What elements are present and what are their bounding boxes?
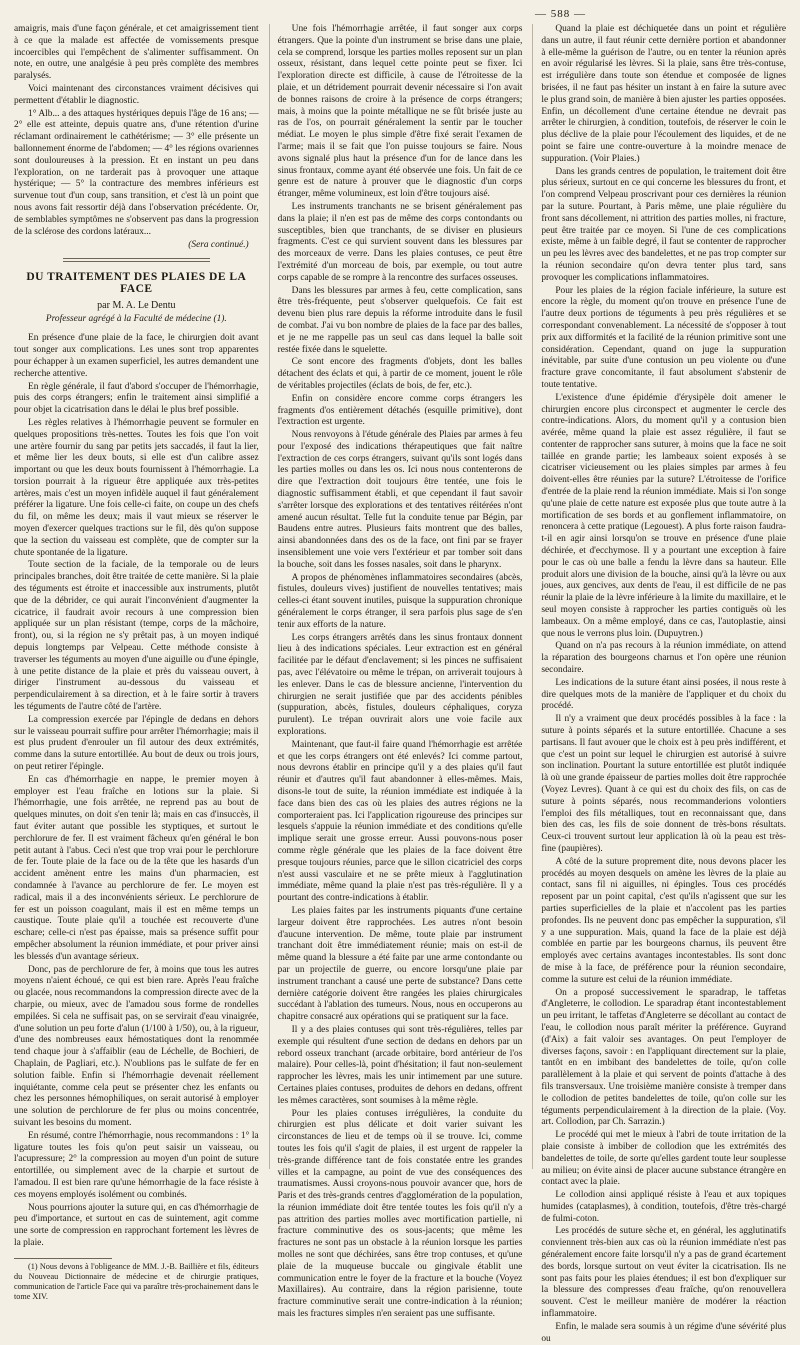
page-number: — 588 —: [535, 8, 586, 20]
footnote-divider: [14, 1258, 112, 1259]
paragraph: L'existence d'une épidémie d'érysipèle doit amener le chirurgien encore plus circonspect et augmenter le cercle des contre-indications. Alors, du moment qu'il y a contusion bien avérée, même quand la plaie est assez régulière, il faut se contenter de rapprocher sans suturer, à moins que la face ne soit taillée en grande partie; les lambeaux soient exposés à se cicatriser vicieusement ou les plaies simples par armes à feu doivent-elles être réunies par la suture? L'étroitesse de l'orifice d'entrée de la plaie rend la réunion immédiate. Mais si l'on songe qu'une plaie de cette nature est exposée plus que toute autre à la mortification de ses bords et au gonflement inflammatoire, on renoncera à cette pratique (Legouest). A plus forte raison faudra-t-il en agir ainsi lorsqu'on se trouve en présence d'une plaie déchirée, et d'ecchymose. Il y a pourtant une exception à faire pour le cas où une balle a fendu la lèvre dans sa hauteur. Elle produit alors une division de la bouche, ainsi qu'à la lèvre ou aux joues, aux gencives, aux dents de l'eau, il est difficile de ne pas réunir la plaie de la lèvre inférieure à la limite du maxillaire, et le seul moyen consiste à rapprocher les parties contiguës où les lambeaux. On a même employé, dans ce cas, l'autoplastie, ainsi que nous le verrons plus loin. (Dupuytren.): [541, 392, 787, 639]
paragraph: Dans les blessures par armes à feu, cette complication, sans être très-fréquente, peut s'observer quelquefois. Ce fait est devenu bien plus rare depuis la réforme introduite dans le fusil de combat. J'ai vu bon nombre de plaies de la face par des balles, et je ne me rappelle pas un seul cas dans lequel la balle soit restée fixée dans le squelette.: [277, 285, 523, 355]
columns: [14, 24, 787, 1344]
paragraph: Voici maintenant des circonstances vraiment décisives qui permettent d'établir le diagnostic.: [14, 83, 259, 106]
paragraph: Le procédé qui met le mieux à l'abri de toute irritation de la plaie consiste à imbiber de collodion que les extrémités des bandelettes de toile, de sorte qu'elles gardent toute leur souplesse au milieu; on évite ainsi de placer aucune substance étrangère en contact avec la plaie.: [541, 1130, 787, 1188]
paragraph: La compression exercée par l'épingle de dedans en dehors sur le vaisseau pourrait suffire pour arrêter l'hémorrhagie; mais il est plus prudent d'enrouler un fil autour des deux extrémités, comme dans la suture entortillée. Au bout de deux ou trois jours, on peut retirer l'épingle.: [14, 714, 259, 773]
paragraph: Les procédés de suture sèche et, en général, les agglutinatifs conviennent très-bien aux cas où la réunion immédiate n'est pas généralement encore faite lorsqu'il n'y a pas de grand écartement des bords, lorsque surtout on veut éviter la cicatrisation. Ils ne sont pas faits pour les plaies étendues; il est bon d'expliquer sur la blessure des compresses d'eau fraîche, qu'on renouvellera souvent. C'est le meilleur manière de modérer la réaction inflammatoire.: [541, 1226, 787, 1320]
paragraph: Maintenant, que faut-il faire quand l'hémorrhagie est arrêtée et que les corps étrangers ont été enlevés? Ici comme partout, nous devrons établir en principe qu'il y a des plaies qu'il faut réunir et d'autres qu'il faut abandonner à elles-mêmes. Mais, disons-le tout de suite, la réunion immédiate est indiquée à la face dans bien des cas où les plaies des autres régions ne la comporteraient pas. Ici l'application rigoureuse des principes sur lesquels s'appuie la réunion immédiate et des conditions qu'elle implique serait une grosse erreur. Aussi pouvons-nous poser comme règle générale que les plaies de la face doivent être presque toujours réunies, parce que le sillon cicatriciel des corps n'est aussi vasculaire et ne se prête mieux à l'agglutination immédiate, même quand la plaie n'est pas très-régulière. Il y a pourtant des contre-indications à établir.: [277, 739, 523, 904]
page-header: [14, 6, 786, 24]
paragraph: Quand on n'a pas recours à la réunion immédiate, on attend la réparation des bourgeons charnus et l'on opère une réunion secondaire.: [541, 641, 787, 676]
paragraph: 1° Alb... a des attaques hystériques depuis l'âge de 16 ans; — 2° elle est atteinte, depuis quatre ans, d'une rétention d'urine réclamant ordinairement le cathétérisme; — 3° elle présente un ballonnement énorme de l'abdomen; — 4° les régions ovariennes sont douloureuses à la pression. Et en instant un peu dans l'exploration, on ne tarderait pas à provoquer une attaque hystérique; — 5° la contracture des membres inférieurs est survenue tout d'un coup, sans transition, et c'est là un point que nous avons fait ressortir déjà dans l'observation précédente. Or, de semblables symptômes ne s'observent pas dans la progression de la sclérose des cordons latéraux...: [14, 108, 259, 237]
paragraph: Enfin, le malade sera soumis à un régime d'une sévérité plus ou: [541, 1321, 787, 1344]
section-divider: [63, 258, 210, 262]
column-2: [269, 24, 523, 1320]
paragraph: Quand la plaie est déchiquetée dans un point et régulière dans un autre, il faut réunir cette dernière portion et abandonner à elle-même la guérison de l'autre, ou en tenter la réunion après en avoir régularisé les lèvres. Si la plaie, sans être très-contuse, est irrégulière dans toute son étendue et composée de lignes brisées, il ne faut pas hésiter un instant à en faire la suture avec le plus grand soin, de manière à bien ajuster les parties opposées. Enfin, un décollement d'une certaine étendue ne devrait pas arrêter le chirurgien, à condition, toutefois, de réserver le coin le plus déclive de la plaie pour l'écoulement des liquides, et de ne point se faire une contre-ouverture à la moindre menace de suppuration. (Voir Plaies.): [541, 24, 787, 164]
paragraph: A propos de phénomènes inflammatoires secondaires (abcès, fistules, douleurs vives) justifient de nouvelles tentatives; mais celles-ci étant souvent inutiles, puisque la suppuration chronique généralement le corps étranger, il sera parfois plus sage de s'en tenir aux efforts de la nature.: [277, 572, 523, 630]
paragraph: Il n'y a vraiment que deux procédés possibles à la face : la suture à points séparés et la suture entortillée. Chacune a ses partisans. Il faut avouer que le choix est à peu près indifférent, et que c'est un point sur lequel le chirurgien est autorisé à suivre son inclination. Pourtant la suture entortillée est plutôt indiquée là où une grande épaisseur de parties molles doit être rapprochée (Voyez Levres). Quant à ce qui est du choix des fils, on cas de suture à points séparés, nous recommanderions volontiers l'emploi des fils métalliques, tout en reconnaissant que, dans bien des cas, les fils de soie donnent de très-bons résultats. Ceux-ci trouvent surtout leur application là où la peau est très-fine (paupières).: [541, 714, 787, 854]
article-affiliation: Professeur agrégé à la Faculté de médecine (1).: [45, 313, 227, 324]
column-1: [14, 24, 259, 1301]
paragraph: Toute section de la faciale, de la temporale ou de leurs principales branches, doit être traitée de cette manière. Si la plaie des téguments est étroite et inaccessible aux instruments, plutôt que de la débrider, ce qui aurait l'inconvénient d'augmenter la cicatrice, il faudrait avoir recours à une compression bien appliquée sur un plan résistant (tempe, corps de la mâchoire, front), ou, si la région ne s'y prêtait pas, à un moyen indiqué depuis longtemps par Velpeau. Cette méthode consiste à traverser les téguments au moyen d'une aiguille ou d'une épingle, à une petite distance de la plaie et près du vaisseau ouvert, à diriger l'instrument au-dessous du vaisseau et perpendiculairement à sa direction, et à le faire sortir à travers les téguments de l'autre côté de l'artère.: [14, 560, 259, 713]
to-be-continued: (Sera continué.): [188, 240, 249, 251]
paragraph: Nous renvoyons à l'étude générale des Plaies par armes à feu pour l'exposé des indications thérapeutiques que fait naître l'extraction de ces corps étrangers, suivant qu'ils sont logés dans les parties molles ou dans les os. Ici nous nous contenterons de dire que l'extraction doit toujours être tentée, une fois le diagnostic suffisamment établi, et que cependant il faut savoir s'arrêter lorsque des explorations et des tentatives réitérées n'ont amené aucun résultat. Telle fut la conduite tenue par Bégin, par Baudens entre autres. Plusieurs faits montrent que des balles, ainsi abandonnées dans des os de la face, ont fini par se frayer insensiblement une voie vers l'extérieur et par tomber soit dans la bouche, soit dans les fosses nasales, soit dans le pharynx.: [277, 430, 523, 570]
paragraph: Pour les plaies de la région faciale inférieure, la suture est encore la règle, du moment qu'on trouve en présence l'une de l'autre deux portions de téguments à peu près régulières et se correspondant convenablement. La nécessité de s'opposer à tout prix aux difformités et la facilité de la réunion primitive sont une considération. Cependant, quand on juge la suppuration inévitable, par suite d'une contusion un peu violente ou d'une fracture grave concomitante, il faut absolument s'abstenir de toute tentative.: [541, 285, 787, 390]
column-3: [532, 24, 787, 1344]
paragraph: Une fois l'hémorrhagie arrêtée, il faut songer aux corps étrangers. Que la pointe d'un instrument se brise dans une plaie, cela se comprend, lorsque les parties molles reposent sur un plan osseux, résistant, dans lequel cette pointe peut se fixer. Ici l'exploration directe est difficile, à cause de l'étroitesse de la plaie, et un détridement pourrait devenir nécessaire si l'on avait de bonnes raisons de croire à la présence de corps étrangers; mais, à moins que la pointe métallique ne se fût brisée juste au ras de l'os, on pourrait généralement la sentir par le toucher médiat. Le moyen le plus simple d'être fixé serait l'examen de l'arme; mais il se fait que l'on puisse toujours se faire. Nous avons signalé plus haut la présence d'un for de lance dans les sinus frontaux, comme ayant été observée une fois. Un fait de ce genre est de nature à prouver que le diagnostic d'un corps étranger, même volumineux, est loin d'être toujours aisé.: [277, 24, 523, 200]
paragraph: A côté de la suture proprement dite, nous devons placer les procédés au moyen desquels on amène les lèvres de la plaie au contact, sans fil ni aiguilles, ni épingles. Tous ces procédés reposent par un point capital, c'est qu'ils n'agissent que sur les parties superficielles de la plaie et n'accolent pas les parties profondes. Ils ne peuvent donc pas empêcher la suppuration, s'il y a une suppuration. Mais, quand la face de la plaie est déjà comblée en partie par les bourgeons charnus, ils peuvent être employés avec certains avantages incontestables. Ils sont donc de mise à la face, de préférence pour la réunion secondaire, comme la suture est celui de la réunion immédiate.: [541, 856, 787, 985]
paragraph: On a proposé successivement le sparadrap, le taffetas d'Angleterre, le collodion. Le sparadrap étant incontestablement un peu irritant, le taffetas d'Angleterre se décollant au contact de l'eau, le collodion nous paraît mériter la préférence. Guyrand (d'Aix) a fait valoir ses avantages. On peut l'employer de diverses façons, savoir : en l'appliquant directement sur la plaie, tantôt en en imbibant des bandelettes de toile, qu'on colle parallèlement à la plaie et qui servent de points d'attache à des fils transversaux. Une troisième manière consiste à tremper dans le collodion de petites bandelettes de toile, qu'on colle sur les téguments perpendiculairement à la direction de la plaie. (Voy. art. Collodion, par Ch. Sarrazin.): [541, 987, 787, 1128]
paragraph: Enfin on considère encore comme corps étrangers les fragments d'os entièrement détachés (esquille primitive), dont l'extraction est urgente.: [277, 393, 523, 428]
footnote: (1) Nous devons à l'obligeance de MM. J.-B. Baillière et fils, éditeurs du Nouveau Dictionnaire de médecine et de chirurgie pratiques, communication de l'article Face qui va paraître très-prochainement dans le tome XIV.: [14, 1261, 259, 1301]
paragraph: Les instruments tranchants ne se brisent généralement pas dans la plaie; il n'en est pas de même des corps contondants ou susceptibles, bien que tranchants, de se diviser en plusieurs fragments. C'est ce qui survient souvent dans les blessures par des morceaux de verre. Dans les plaies contuses, ce peut être l'extrémité d'un morceau de bois, par exemple, ou tout autre corps capable de se rompre à la rencontre des surfaces osseuses.: [277, 201, 523, 283]
paragraph: Le collodion ainsi appliqué résiste à l'eau et aux topiques humides (cataplasmes), à condition, toutefois, d'être très-chargé de fulmi-coton.: [541, 1190, 787, 1224]
article-author: par M. A. Le Dentu: [97, 299, 176, 311]
paragraph: Les indications de la suture étant ainsi posées, il nous reste à dire quelques mots de la manière de l'appliquer et du choix du procédé.: [541, 677, 787, 712]
paragraph: Pour les plaies contuses irrégulières, la conduite du chirurgien est plus délicate et doit varier suivant les circonstances de lieu et de temps où il se trouve. Ici, comme toutes les fois qu'il s'agit de plaies, il est urgent de rappeler la très-grande différence tant de fois constatée entre les grandes villes et la campagne, au point de vue des conséquences des traumatismes. Aussi croyons-nous pouvoir avancer que, hors de Paris et des très-grands centres d'agglomération de la population, la réunion immédiate doit être tentée toutes les fois qu'il n'y a pas attrition des parties molles avec mortification partielle, ni fracture comminutive des os sous-jacents; que même les fractures ne sont pas un obstacle à la réunion lorsque les parties molles ne sont que déchirées, sans être trop contuses, et qu'une plaie de la muqueuse buccale ou gingivale établit une communication entre le foyer de la fracture et la bouche (Voyez Maxillaires). Au contraire, dans la région parisienne, toute fracture comminutive serait une contre-indication à la réunion; mais les fractures simples n'en seraient pas une suffisante.: [277, 1108, 523, 1320]
paragraph: En règle générale, il faut d'abord s'occuper de l'hémorrhagie, puis des corps étrangers; enfin le traitement ainsi simplifié a pour objet la cicatrisation dans le délai le plus bref possible.: [14, 381, 259, 416]
paragraph: Il y a des plaies contuses qui sont très-régulières, telles par exemple qui résultent d'une section de dedans en dehors par un rebord osseux tranchant (arcade orbitaire, bord antérieur de l'os malaire). Pour celles-là, point d'hésitation; il faut non-seulement rapprocher les lèvres, mais les unir intimement par une suture. Certaines plaies contuses, produites de dehors en dedans, offrent les mêmes caractères, sont soumises à la même règle.: [277, 1024, 523, 1106]
paragraph: En résumé, contre l'hémorrhagie, nous recommandons : 1° la ligature toutes les fois qu'on peut saisir un vaisseau, ou l'acupressure; 2° la compression au moyen d'un point de suture entortillée, ou simplement avec de la charpie et surtout de l'amadou. Il est bien rare qu'une hémorrhagie de la face résiste à ces moyens employés isolément ou combinés.: [14, 1130, 259, 1200]
paragraph: En cas d'hémorrhagie en nappe, le premier moyen à employer est l'eau fraîche en lotions sur la plaie. Si l'hémorrhagie, une fois arrêtée, ne reprend pas au bout de quelques minutes, on doit s'en tenir là; mais en cas d'insuccès, il faut éviter autant que possible les styptiques, et surtout le perchlorure de fer. Il est vraiment fâcheux qu'en général le bon petit autant à l'abus. Ceci n'est que trop vrai pour le perchlorure de fer. Toute plaie de la face ou de la tête que les hasards d'un accident amènent entre les mains d'un pharmacien, est condamnée à l'avance au perchlorure de fer. Le moyen est radical, mais il a des inconvénients sérieux. Le perchlorure de fer est un poisson coagulant, mais il est en même temps un caustique. Toute plaie qu'il a touchée est recouverte d'une eschare; celle-ci n'est pas épaisse, mais sa présence suffit pour empêcher absolument la réunion immédiate, et pour priver ainsi les blessés d'un avantage sérieux.: [14, 774, 259, 962]
paragraph: Les corps étrangers arrêtés dans les sinus frontaux donnent lieu à des indications spéciales. Leur extraction est en général facilitée par le défaut d'enclavement; si les pinces ne suffisaient pas, avec l'élévatoire ou même le trépan, on arriverait toujours à les enlever. Dans le cas de blessure ancienne, l'intervention du chirurgien ne serait justifiée que par des accidents pénibles (suppuration, abcès, fistules, douleurs céphaliques, coryza purulent). Le trépan ouvrirait alors une voie facile aux explorations.: [277, 632, 523, 738]
paragraph: Ce sont encore des fragments d'objets, dont les balles détachent des éclats et qui, à partir de ce moment, jouent le rôle de véritables projectiles (éclats de bois, de fer, etc.).: [277, 357, 523, 391]
paragraph: amaigris, mais d'une façon générale, et cet amaigrissement tient à ce que la malade est affectée de vomissements presque incoercibles qui l'empêchent de s'alimenter suffisamment. On note, en outre, une analgésie à peu près complète des membres paralysés.: [14, 24, 259, 82]
paragraph: Donc, pas de perchlorure de fer, à moins que tous les autres moyens n'aient échoué, ce qui est bien rare. Après l'eau fraîche ou glacée, nous recommandons la compression directe avec de la charpie, ou mieux, avec de l'amadou sous forme de rondelles empilées. Si cela ne suffisait pas, on se servirait d'eau vinaigrée, d'une solution un peu forte d'alun (1/100 à 1/50), ou, à la rigueur, d'une des nombreuses eaux hémostatiques dont la renommée tend chaque jour à s'affaiblir (eau de Léchelle, de Bochieri, de Chaplain, de Pagliari, etc.). N'oublions pas le sulfate de fer en solution faible. Enfin si l'hémorrhagie devenait réellement inquiétante, comme cela peut se présenter chez les enfants ou chez les personnes hémophiliques, on serait autorisé à employer une solution de perchlorure de fer plus ou moins concentrée, suivant les besoins du moment.: [14, 964, 259, 1128]
paragraph: Les plaies faites par les instruments piquants d'une certaine largeur doivent être rapprochées. Les autres n'ont besoin d'aucune intervention. De même, toute plaie par instrument tranchant doit être immédiatement réunie; mais on est-il de même quand la blessure a été faite par une arme contondante ou par un projectile de guerre, ou encore lorsqu'une plaie par instrument tranchant a causé une perte de substance? Dans cette dernière catégorie doivent être rangées les plaies chirurgicales succédant à l'ablation des tumeurs. Nous, nous en occuperons au chapitre consacré aux opérations qui se pratiquent sur la face.: [277, 905, 523, 1023]
article-title: DU TRAITEMENT DES PLAIES DE LA FACE: [26, 271, 247, 295]
paragraph: En présence d'une plaie de la face, le chirurgien doit avant tout songer aux complications. Les unes sont trop apparentes pour échapper à un examen superficiel, les autres demandent une recherche attentive.: [14, 333, 259, 379]
paragraph: Les règles relatives à l'hémorrhagie peuvent se formuler en quelques propositions très-nettes. Toutes les fois que l'on voit une artère fournir du sang par petits jets saccadés, il faut la lier, et même lier les deux bouts, si elle est d'un calibre assez important ou que les deux bouts fournissent à l'hémorrhagie. La torsion pourrait à la rigueur être appliquée aux très-petites artères, mais c'est un moyen infidèle auquel il faut généralement préférer la ligature. Une fois celle-ci faite, on coupe un des chefs du fil, on même les deux; mais il vaut mieux se réserver le moyen d'exercer quelques tractions sur le fil, dès qu'on suppose que la section du vaisseau est complète, que de compter sur la chute spontanée de la ligature.: [14, 417, 259, 558]
paragraph: Dans les grands centres de population, le traitement doit être plus sérieux, surtout en ce qui concerne les blessures du front, et l'on comprend Velpeau proscrivant pour ces dernières la réunion par la suture. Pourtant, à Paris même, une plaie régulière du front sans décollement, ni attrition des parties molles, ni fracture, peut être traitée par ce moyen. Si l'une de ces complications existe, même à un faible degré, il faut se contenter de rapprocher un peu les lèvres avec des bandelettes, et ne pas trop compter sur la réunion secondaire qu'on devra tenter plus tard, sans provoquer les complications inflammatoires.: [541, 166, 787, 283]
paragraph: Nous pourrions ajouter la suture qui, en cas d'hémorrhagie de peu d'importance, et surtout en cas de suintement, agit comme une sorte de compression en rapprochant fortement les lèvres de la plaie.: [14, 1202, 259, 1248]
